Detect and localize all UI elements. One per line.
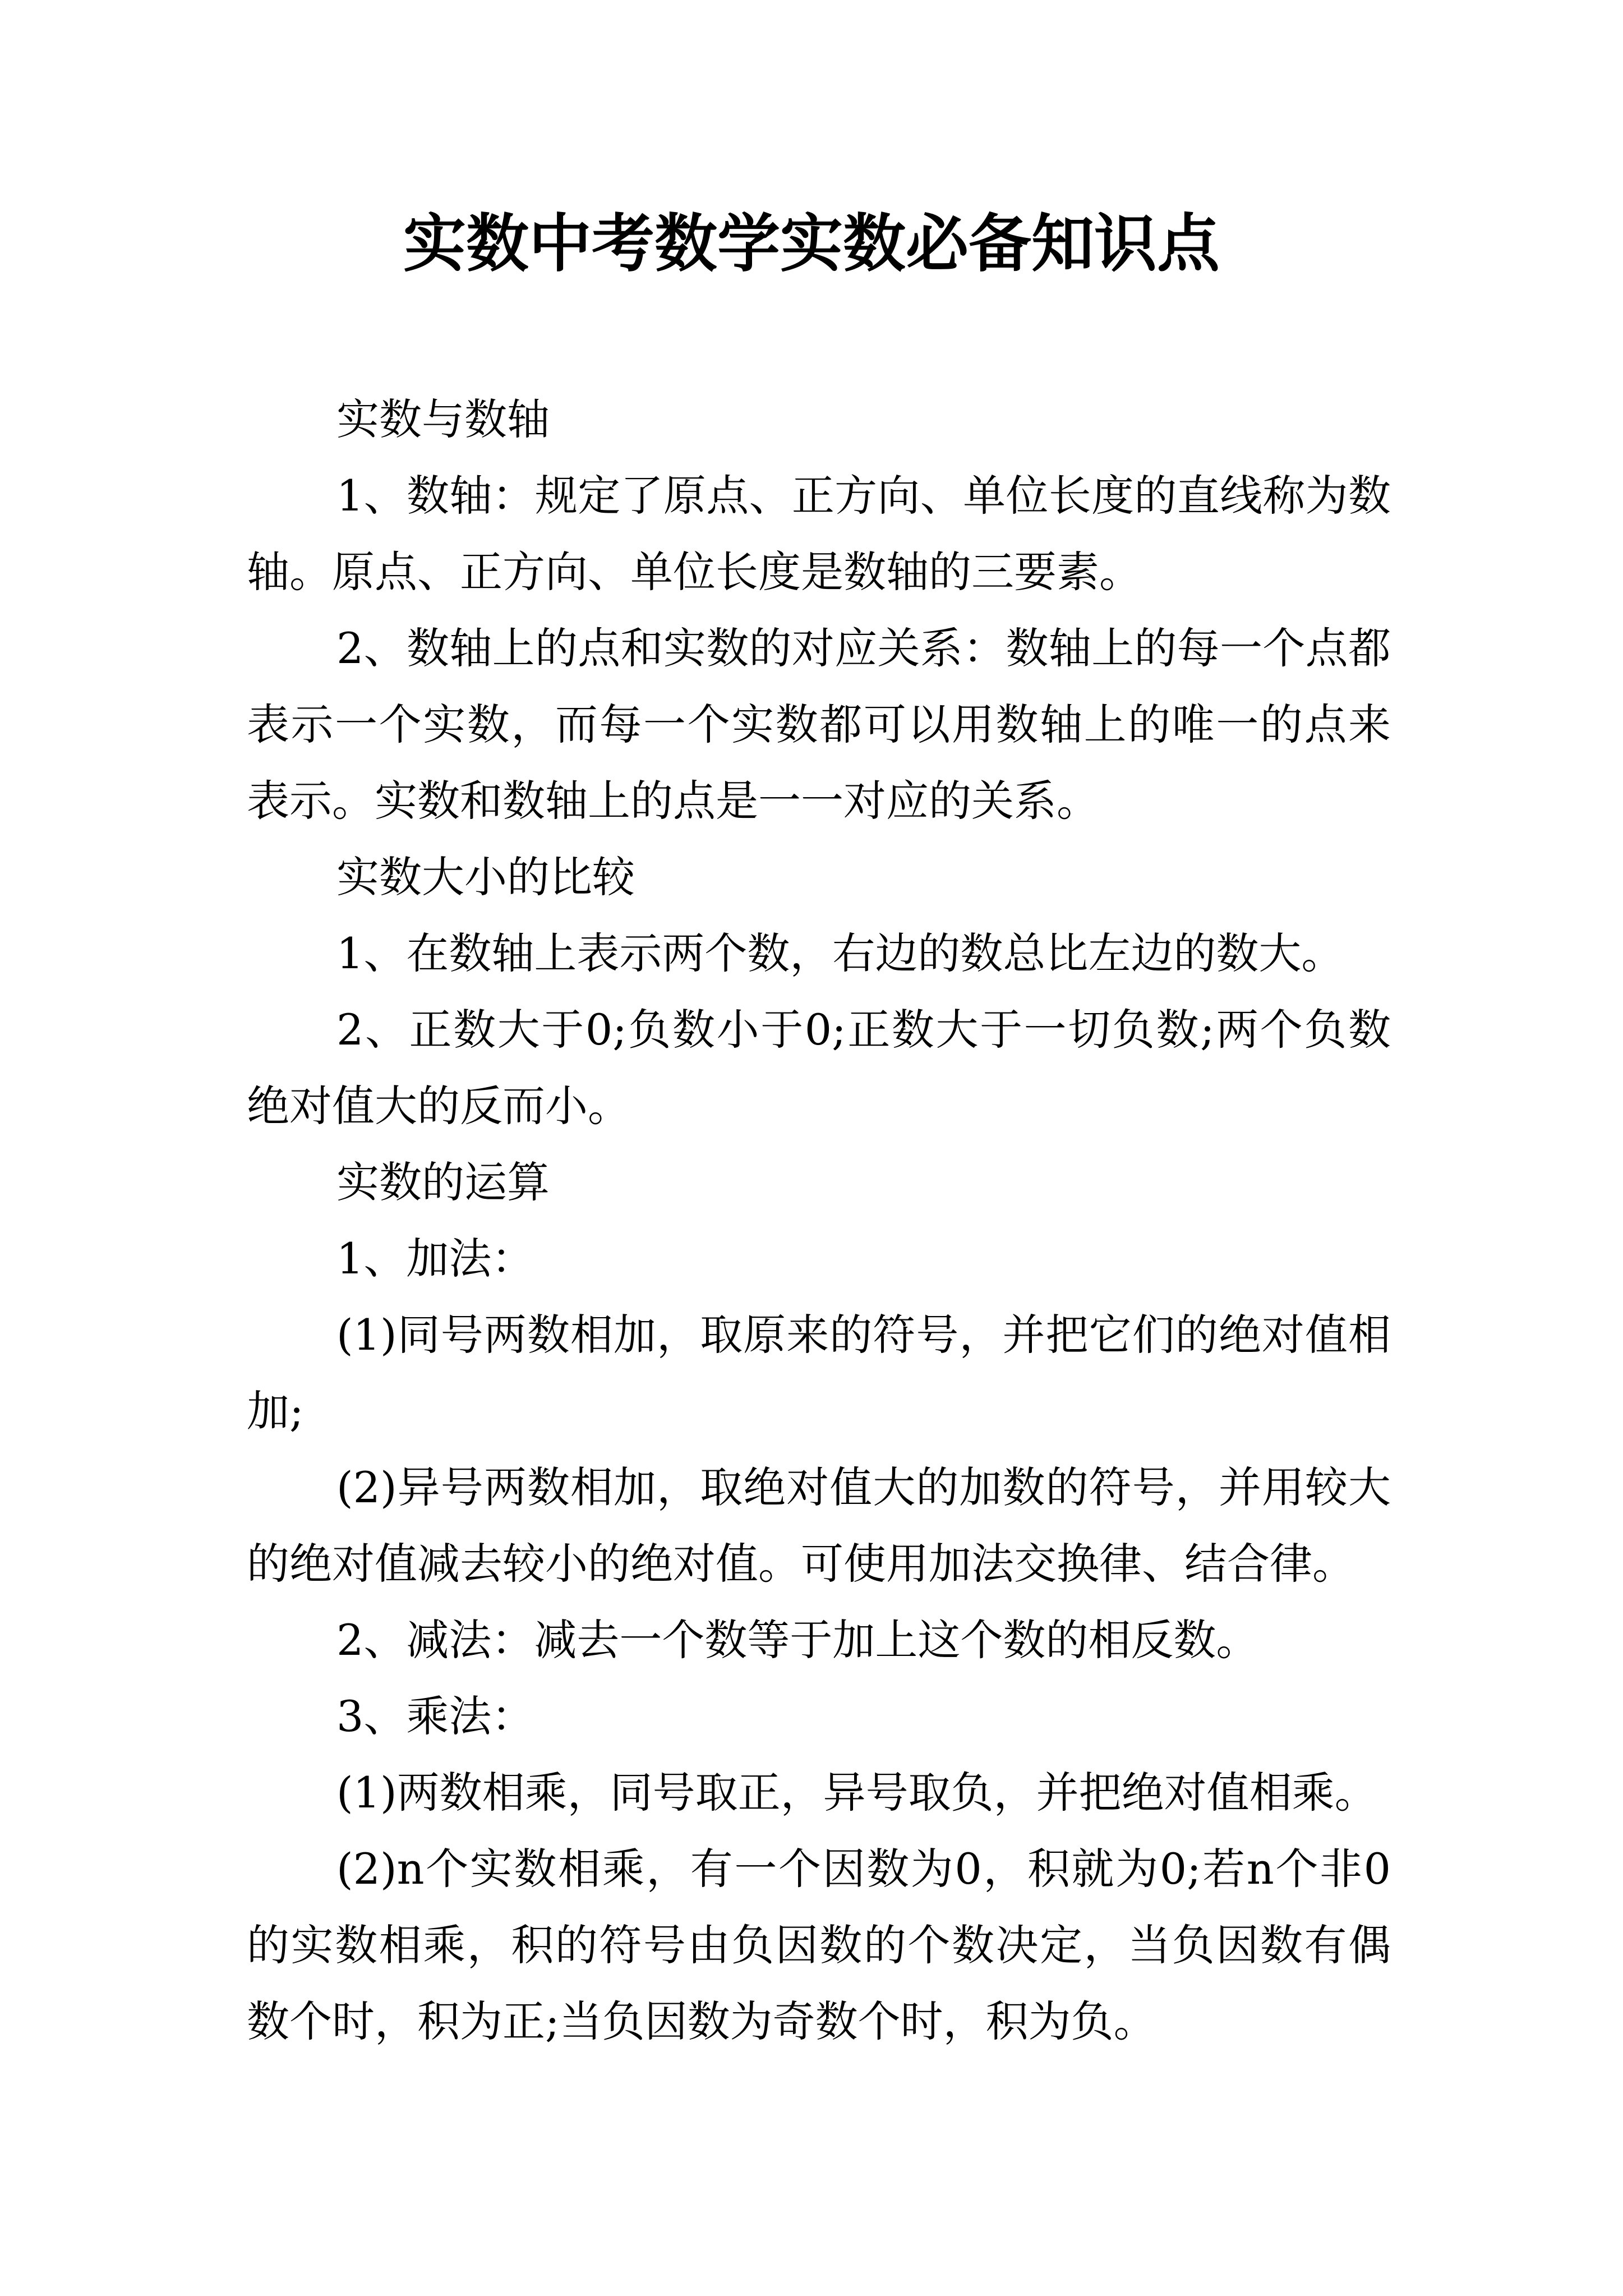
paragraph-comparison-rule-1: 1、在数轴上表示两个数，右边的数总比左边的数大。 bbox=[336, 928, 1344, 978]
paragraph-subtraction-rule: 2、减法：减去一个数等于加上这个数的相反数。 bbox=[336, 1615, 1259, 1665]
section-heading-comparison: 实数大小的比较 bbox=[336, 852, 635, 902]
paragraph-addition-rule-2: (2)异号两数相加，取绝对值大的加数的符号，并用较大的绝对值减去较小的绝对值。可使用加法交换律、结合律。 bbox=[247, 1462, 1391, 1589]
paragraph-comparison-rule-2: 2、正数大于0;负数小于0;正数大于一切负数;两个负数绝对值大的反而小。 bbox=[247, 1005, 1391, 1131]
document-title: 实数中考数学实数必备知识点 bbox=[403, 207, 1220, 280]
paragraph-multiplication-rule-2: (2)n个实数相乘，有一个因数为0，积就为0;若n个非0的实数相乘，积的符号由负因数的个数决定，当负因数有偶数个时，积为正;当负因数为奇数个时，积为负。 bbox=[247, 1844, 1391, 2046]
paragraph-multiplication-heading: 3、乘法： bbox=[336, 1691, 534, 1741]
paragraph-multiplication-rule-1: (1)两数相乘，同号取正，异号取负，并把绝对值相乘。 bbox=[336, 1768, 1377, 1818]
section-heading-real-numbers-and-number-line: 实数与数轴 bbox=[336, 394, 550, 444]
paragraph-addition-rule-1: (1)同号两数相加，取原来的符号，并把它们的绝对值相加; bbox=[247, 1310, 1391, 1436]
paragraph-point-number-correspondence: 2、数轴上的点和实数的对应关系：数轴上的每一个点都表示一个实数，而每一个实数都可以用数轴上的唯一的点来表示。实数和数轴上的点是一一对应的关系。 bbox=[247, 623, 1391, 826]
paragraph-addition-heading: 1、加法： bbox=[336, 1234, 534, 1283]
paragraph-number-line-definition: 1、数轴：规定了原点、正方向、单位长度的直线称为数轴。原点、正方向、单位长度是数轴的三要素。 bbox=[247, 471, 1391, 597]
section-heading-operations: 实数的运算 bbox=[336, 1157, 550, 1207]
document-body bbox=[247, 381, 1391, 2060]
